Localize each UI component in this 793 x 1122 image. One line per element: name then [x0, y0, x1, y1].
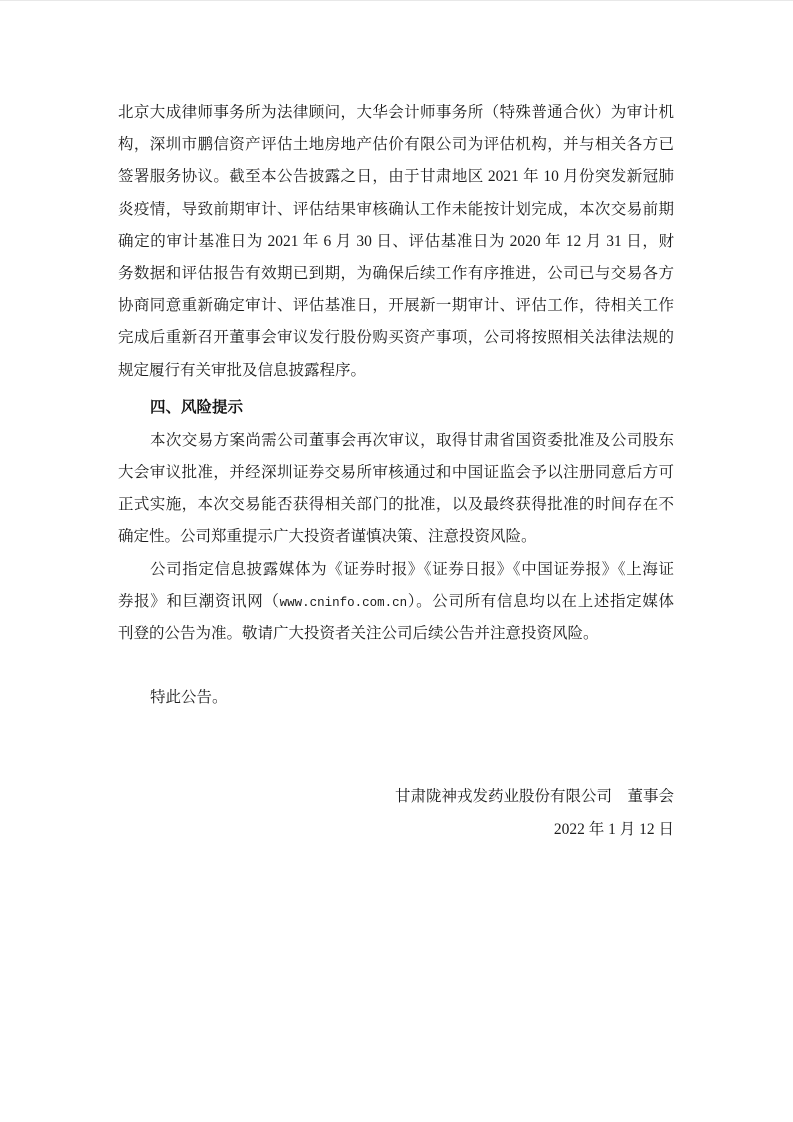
text-line: 确定性。公司郑重提示广大投资者谨慎决策、注意投资风险。 — [118, 528, 537, 546]
text-line: 规定履行有关审批及信息披露程序。 — [118, 361, 367, 379]
paragraph-intermediary-agencies — [118, 97, 674, 387]
signature-block — [118, 781, 674, 845]
text-line: 正式实施，本次交易能否获得相关部门的批准，以及最终获得批准的时间存在不 — [118, 496, 674, 514]
text-line: 构，深圳市鹏信资产评估土地房地产估价有限公司为评估机构，并与相关各方已 — [118, 136, 674, 154]
text-line: 协商同意重新确定审计、评估基准日，开展新一期审计、评估工作，待相关工作 — [118, 297, 674, 315]
text-line: 公司指定信息披露媒体为《证券时报》《证券日报》《中国证券报》《上海证 — [150, 560, 674, 578]
text-line: 刊登的公告为准。敬请广大投资者关注公司后续公告并注意投资风险。 — [118, 625, 599, 642]
text-line: 签署服务协议。截至本公告披露之日，由于甘肃地区 2021 年 10 月份突发新冠肺 — [118, 168, 674, 186]
text-line: 务数据和评估报告有效期已到期，为确保后续工作有序推进，公司已与交易各方 — [118, 264, 674, 282]
text-segment: 券报》和巨潮资讯网（ — [118, 592, 280, 610]
paragraph-approval-risk — [118, 425, 674, 554]
cninfo-url: www.cninfo.com.cn — [279, 595, 408, 610]
closing-statement: 特此公告。 — [150, 689, 228, 707]
page-content — [118, 97, 674, 846]
text-segment: ）。公司所有信息均以在上述指定媒体 — [407, 592, 674, 610]
paragraph-disclosure-media — [118, 554, 674, 651]
text-line: 确定的审计基准日为 2021 年 6 月 30 日、评估基准日为 2020 年 12 月 31 日，财 — [118, 232, 674, 250]
text-line: 本次交易方案尚需公司董事会再次审议，取得甘肃省国资委批准及公司股东 — [150, 431, 674, 449]
text-line-with-url — [118, 586, 674, 618]
text-line: 完成后重新召开董事会审议发行股份购买资产事项，公司将按照相关法律法规的 — [118, 329, 674, 347]
text-line: 北京大成律师事务所为法律顾问，大华会计师事务所（特殊普通合伙）为审计机 — [118, 104, 674, 121]
signature-date: 2022 年 1 月 12 日 — [553, 820, 674, 838]
section-heading-risk-notice: 四、风险提示 — [150, 398, 244, 416]
company-signature: 甘肃陇神戎发药业股份有限公司 董事会 — [394, 788, 674, 806]
text-line: 炎疫情，导致前期审计、评估结果审核确认工作未能按计划完成，本次交易前期 — [118, 200, 674, 218]
text-line: 大会审议批准，并经深圳证券交易所审核通过和中国证监会予以注册同意后方可 — [118, 464, 674, 482]
